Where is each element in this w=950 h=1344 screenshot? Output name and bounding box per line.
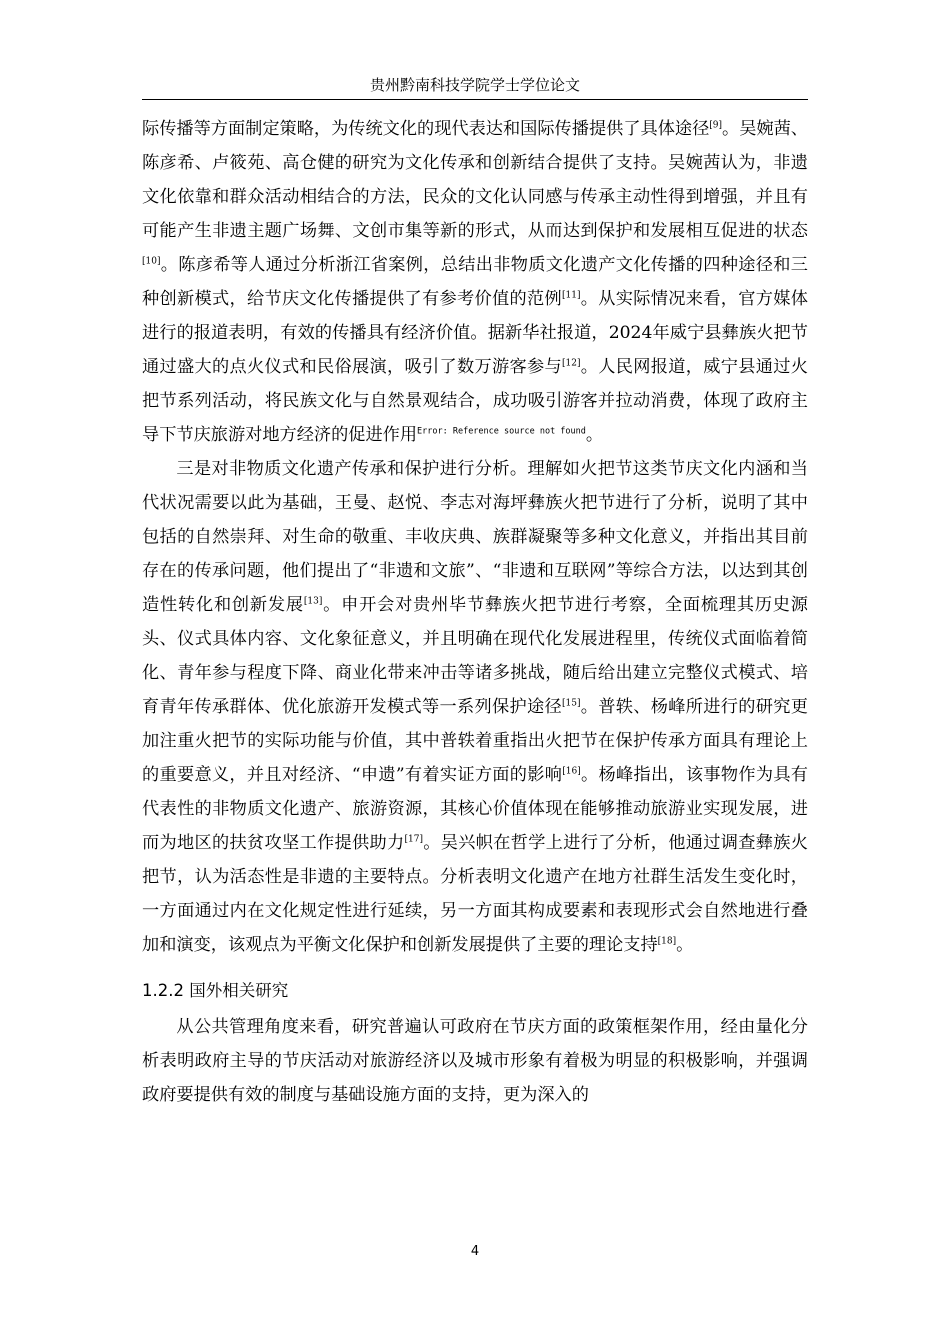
- paragraph-text: 从公共管理角度来看，研究普遍认可政府在节庆方面的政策框架作用，经由量化分析表明政府主导的节庆活动对旅游经济以及城市形象有着极为明显的积极影响，并强调政府要提供有效的制度与基础设施方面的支持，更为深入的: [142, 1017, 808, 1105]
- reference-error-marker: Error: Reference source not found: [417, 426, 586, 437]
- citation-marker: [17]: [404, 834, 423, 845]
- citation-marker: [16]: [562, 766, 581, 777]
- citation-marker: [15]: [562, 698, 581, 709]
- body-paragraph-1: [142, 112, 808, 452]
- header-divider: [142, 99, 808, 100]
- citation-marker: [18]: [657, 936, 677, 947]
- section-heading: 1.2.2 国外相关研究: [142, 981, 289, 1000]
- paragraph-text: 际传播等方面制定策略，为传统文化的现代表达和国际传播提供了具体途径: [142, 119, 710, 139]
- paragraph-text: 。普轶、杨峰所进行的研究更加注重火把节的实际功能与价值，其中普轶着重指出火把节在保护传承方面具有理论上的重要意义，并且对经济、“申遗”有着实证方面的影响: [142, 697, 808, 785]
- citation-marker: [10]: [142, 256, 161, 267]
- paragraph-text: 。申开会对贵州毕节彝族火把节进行考察，全面梳理其历史源头、仪式具体内容、文化象征意义，并且明确在现代化发展进程里，传统仪式面临着简化、青年参与程度下降、商业化带来冲击等诸多挑战，随后给出建立完整仪式模式、培育青年传承群体、优化旅游开发模式等一系列保护途径: [142, 595, 808, 717]
- paragraph-text: 。: [585, 425, 604, 445]
- paragraph-text: 。吴婉茜、陈彦希、卢筱苑、高仓健的研究为文化传承和创新结合提供了支持。吴婉茜认为，非遗文化依靠和群众活动相结合的方法，民众的文化认同感与传承主动性得到增强，并且有可能产生非遗主题广场舞、文创市集等新的形式，从而达到保护和发展相互促进的状态: [142, 119, 808, 241]
- page-number: 4: [470, 1244, 480, 1259]
- body-paragraph-3: [142, 1010, 808, 1112]
- body-paragraph-2: [142, 452, 808, 962]
- paragraph-text: 三是对非物质文化遗产传承和保护进行分析。理解如火把节这类节庆文化内涵和当代状况需要以此为基础，王曼、赵悦、李志对海坪彝族火把节进行了分析，说明了其中包括的自然崇拜、对生命的敬重、丰收庆典、族群凝聚等多种文化意义，并指出其目前存在的传承问题，他们提出了“非遗和文旅”、“非遗和互联网”等综合方法，以达到其创造性转化和创新发展: [142, 459, 808, 615]
- citation-marker: [13]: [303, 596, 323, 607]
- page-header-title: 贵州黔南科技学院学士学位论文: [369, 76, 580, 94]
- citation-marker: [11]: [562, 290, 581, 301]
- paragraph-text: 。杨峰指出，该事物作为具有代表性的非物质文化遗产、旅游资源，其核心价值体现在能够推动旅游业实现发展，进而为地区的扶贫攻坚工作提供助力: [142, 765, 808, 853]
- paragraph-text: 。从实际情况来看，官方媒体进行的报道表明，有效的传播具有经济价值。据新华社报道，2024年威宁县彝族火把节通过盛大的点火仪式和民俗展演，吸引了数万游客参与: [142, 289, 808, 377]
- paragraph-text: 。吴兴帜在哲学上进行了分析，他通过调查彝族火把节，认为活态性是非遗的主要特点。分析表明文化遗产在地方社群生活发生变化时，一方面通过内在文化规定性进行延续，另一方面其构成要素和表现形式会自然地进行叠加和演变，该观点为平衡文化保护和创新发展提供了主要的理论支持: [142, 833, 808, 955]
- citation-marker: [12]: [562, 358, 581, 369]
- citation-marker: [9]: [709, 120, 723, 131]
- document-body: [142, 112, 808, 1112]
- paragraph-text: 。人民网报道，威宁县通过火把节系列活动，将民族文化与自然景观结合，成功吸引游客并拉动消费，体现了政府主导下节庆旅游对地方经济的促进作用: [142, 357, 808, 445]
- paragraph-text: 。: [676, 935, 694, 955]
- paragraph-text: 。陈彦希等人通过分析浙江省案例，总结出非物质文化遗产文化传播的四种途径和三种创新模式，给节庆文化传播提供了有参考价值的范例: [142, 255, 808, 309]
